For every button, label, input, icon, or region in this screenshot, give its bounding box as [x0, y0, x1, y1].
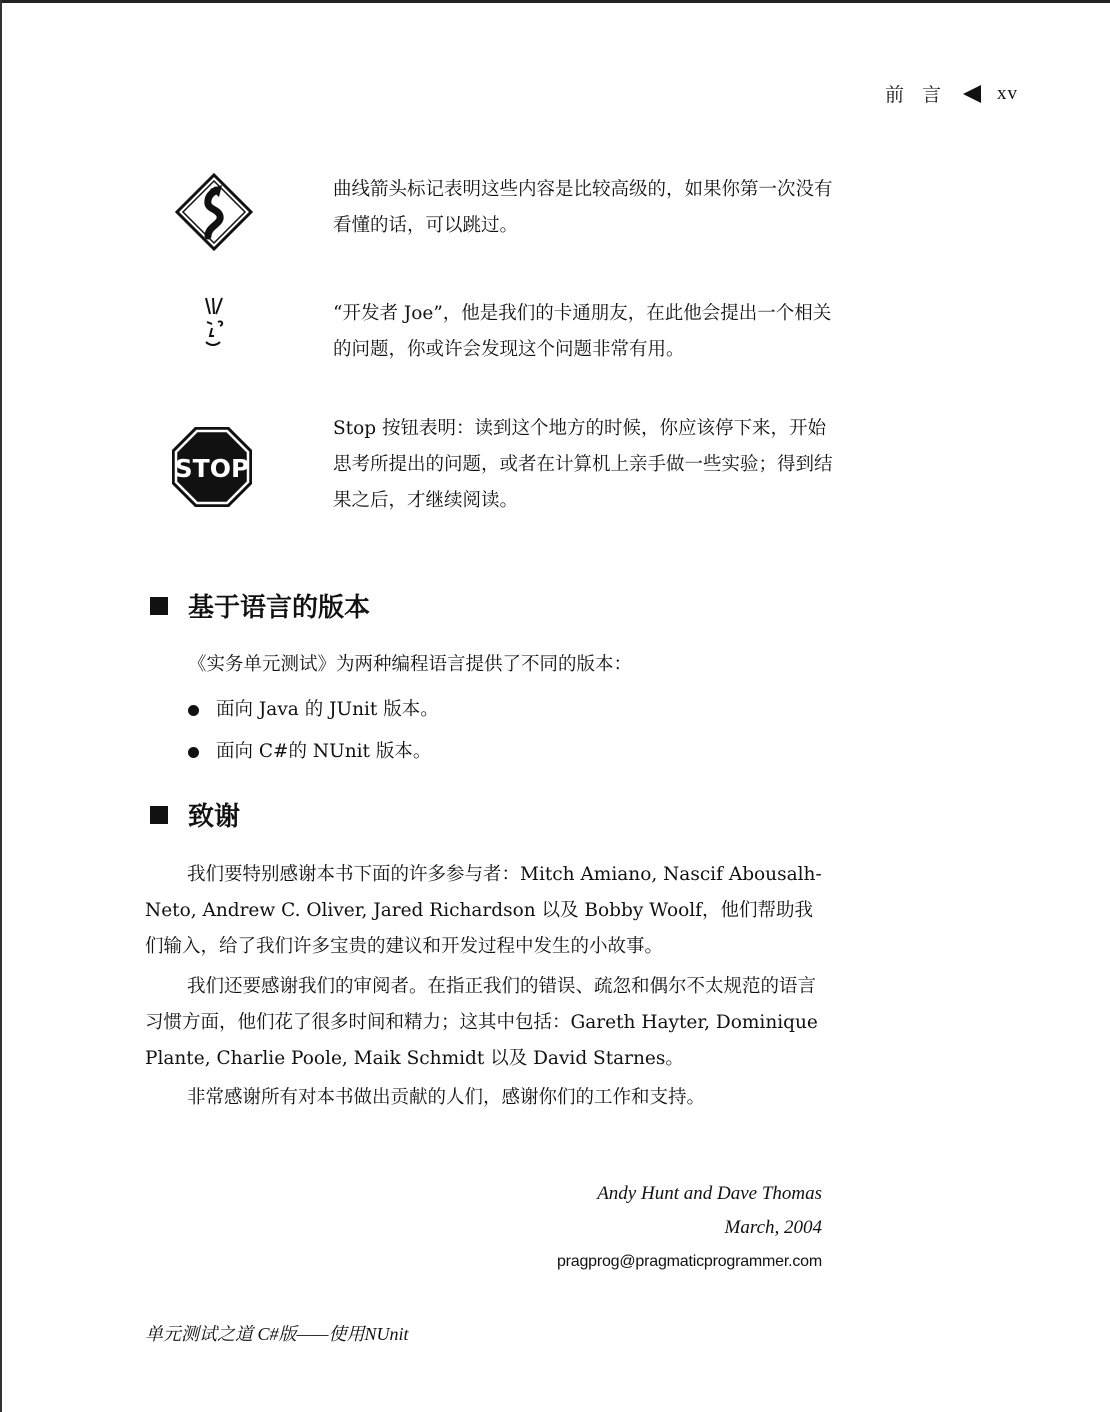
winding-road-sign-icon	[168, 172, 333, 244]
signature-email: pragprog@pragmaticprogrammer.com	[556, 1253, 822, 1270]
versions-section-heading	[150, 587, 370, 624]
signature-block	[557, 1177, 822, 1279]
chapter-title: 前 言	[884, 84, 947, 106]
list-item	[188, 731, 439, 773]
page-number: xv	[997, 82, 1018, 104]
icon-legend-stop	[168, 411, 848, 519]
footer-book-title: 单元测试之道 C#版——使用NUnit	[145, 1324, 409, 1344]
icon-legend-advanced	[168, 172, 848, 244]
icon-legend-joe	[168, 296, 848, 368]
list-item-text: 面向 Java 的 JUnit 版本。	[216, 699, 439, 720]
signature-date: March, 2004	[724, 1217, 822, 1238]
stop-sign-label: STOP	[174, 454, 250, 483]
left-border-rule	[0, 0, 2, 1412]
advanced-icon-description: 曲线箭头标记表明这些内容是比较高级的，如果你第一次没有看懂的话，可以跳过。	[333, 179, 833, 236]
heading-square-icon	[150, 597, 168, 615]
signature-authors: Andy Hunt and Dave Thomas	[597, 1183, 822, 1204]
thanks-paragraph-all: 非常感谢所有对本书做出贡献的人们，感谢你们的工作和支持。	[187, 1087, 706, 1108]
left-triangle-icon	[963, 85, 981, 103]
heading-square-icon	[150, 806, 168, 824]
bullet-icon	[188, 705, 199, 716]
thanks-section-heading	[150, 796, 240, 833]
versions-heading-text: 基于语言的版本	[188, 593, 371, 623]
running-head	[885, 80, 1018, 107]
joe-icon-description: “开发者 Joe”，他是我们的卡通朋友，在此他会提出一个相关的问题，你或许会发现这个问题非常有用。	[333, 303, 832, 360]
list-item-text: 面向 C#的 NUnit 版本。	[216, 741, 432, 762]
bullet-icon	[188, 747, 199, 758]
stop-sign-icon	[168, 411, 333, 519]
versions-intro: 《实务单元测试》为两种编程语言提供了不同的版本：	[188, 654, 633, 675]
thanks-paragraph-reviewers: 我们还要感谢我们的审阅者。在指正我们的错误、疏忽和偶尔不太规范的语言习惯方面，他们花了很多时间和精力；这其中包括：Gareth Hayter, Dominique Plante, Charlie Poole, Maik Schmidt 以及 David Starnes。	[145, 976, 818, 1069]
stop-icon-description: Stop 按钮表明：读到这个地方的时候，你应该停下来，开始思考所提出的问题，或者在计算机上亲手做一些实验；得到结果之后，才继续阅读。	[333, 418, 833, 511]
joe-cartoon-icon	[168, 296, 333, 368]
thanks-paragraph-contributors: 我们要特别感谢本书下面的许多参与者：Mitch Amiano, Nascif Abousalh-Neto, Andrew C. Oliver, Jared Richardson 以及 Bobby Woolf，他们帮助我们输入，给了我们许多宝贵的建议和开发过程中发生的小故事。	[145, 864, 822, 957]
versions-list	[188, 689, 439, 773]
top-border-rule	[0, 0, 1110, 3]
list-item	[188, 689, 439, 731]
thanks-heading-text: 致谢	[188, 802, 241, 832]
